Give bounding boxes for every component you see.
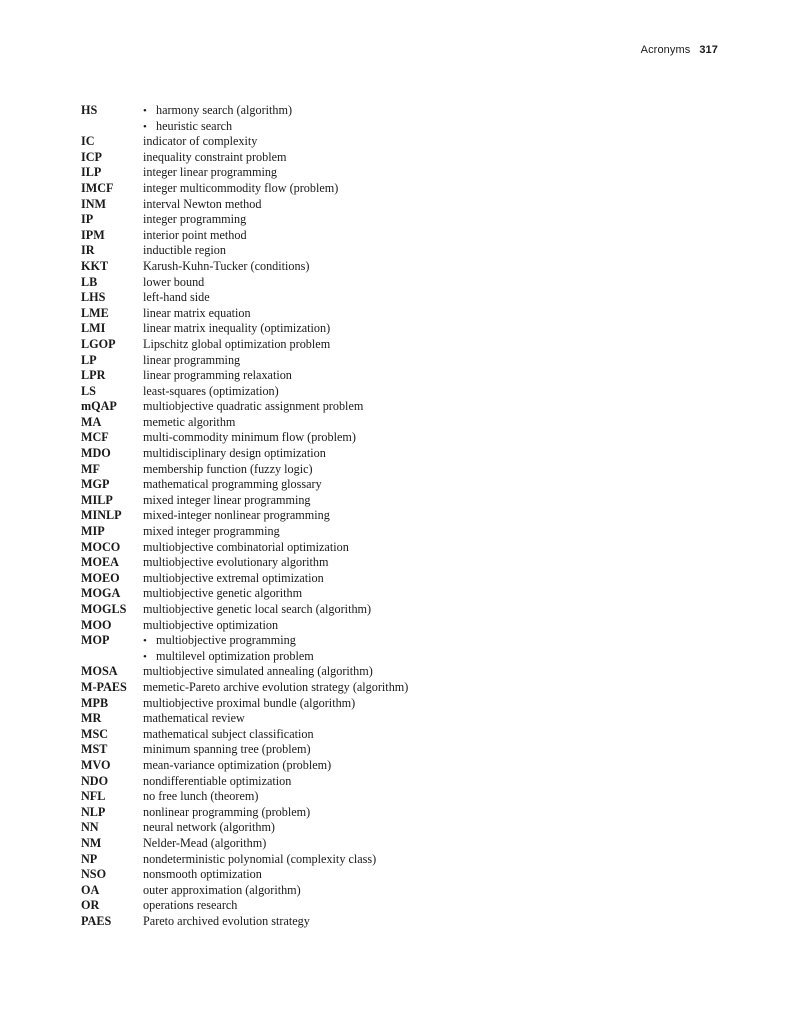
- acronym-term: MPB: [81, 695, 109, 710]
- acronym-entry: [81, 586, 408, 602]
- acronym-definition: linear programming relaxation: [143, 368, 292, 383]
- acronym-entry: [81, 633, 408, 664]
- acronym-definition: indicator of complexity: [143, 134, 258, 149]
- acronym-term: NDO: [81, 773, 109, 788]
- acronym-entry: [81, 415, 408, 431]
- acronym-term: NFL: [81, 789, 106, 804]
- acronym-term: MST: [81, 742, 108, 757]
- acronym-entry: [81, 711, 408, 727]
- acronym-term: MILP: [81, 492, 113, 507]
- acronym-entry: [81, 805, 408, 821]
- acronym-definition: multiobjective genetic local search (algorithm): [143, 602, 372, 616]
- acronym-term: NP: [81, 851, 98, 866]
- acronym-definition: Karush-Kuhn-Tucker (conditions): [143, 258, 310, 273]
- acronym-definition: multi-commodity minimum flow (problem): [143, 430, 356, 445]
- acronym-list: [81, 103, 408, 929]
- acronym-term: MDO: [81, 446, 111, 461]
- acronym-term: MOGLS: [81, 602, 127, 616]
- acronym-term: LGOP: [81, 336, 116, 351]
- acronym-definition: multilevel optimization problem: [156, 648, 314, 663]
- acronym-entry: [81, 618, 408, 634]
- acronym-entry: [81, 306, 408, 322]
- acronym-entry: [81, 103, 408, 134]
- acronym-term: NSO: [81, 867, 107, 882]
- section-title: Acronyms: [640, 44, 691, 56]
- acronym-definition: integer linear programming: [143, 165, 278, 180]
- acronym-entry: [81, 337, 408, 353]
- acronym-entry: [81, 680, 408, 696]
- acronym-definition: no free lunch (theorem): [143, 789, 259, 804]
- acronym-term: IC: [81, 134, 95, 149]
- acronym-definition: outer approximation (algorithm): [143, 882, 301, 897]
- bullet-icon: •: [143, 120, 147, 133]
- acronym-term: MINLP: [81, 508, 122, 523]
- acronym-definition-item: [143, 649, 314, 665]
- acronym-term: MVO: [81, 757, 111, 772]
- acronym-entry: [81, 696, 408, 712]
- acronym-term: OR: [81, 898, 100, 913]
- acronym-definition-item: [143, 633, 314, 649]
- acronym-entry: [81, 727, 408, 743]
- acronym-term: MOEA: [81, 555, 119, 570]
- acronym-entry: [81, 602, 408, 618]
- acronym-definition: memetic algorithm: [143, 414, 236, 429]
- acronym-definition: mixed integer programming: [143, 524, 280, 539]
- acronym-definition: multiobjective quadratic assignment problem: [143, 399, 364, 414]
- acronym-term: ICP: [81, 149, 102, 164]
- acronym-entry: [81, 571, 408, 587]
- acronym-definition: mixed integer linear programming: [143, 492, 311, 507]
- acronym-entry: [81, 789, 408, 805]
- acronym-term: MOCO: [81, 539, 121, 554]
- acronym-definition: Pareto archived evolution strategy: [143, 913, 310, 928]
- acronym-definition: harmony search (algorithm): [156, 103, 293, 117]
- acronym-term: IPM: [81, 227, 105, 242]
- acronym-definition-item: [143, 119, 292, 135]
- acronym-definition: mathematical programming glossary: [143, 477, 322, 492]
- acronym-definition: linear matrix equation: [143, 305, 251, 320]
- acronym-term: MGP: [81, 477, 110, 492]
- acronym-entry: [81, 555, 408, 571]
- acronym-definition-list: [143, 633, 314, 664]
- bullet-icon: •: [143, 650, 147, 663]
- acronym-definition: interval Newton method: [143, 196, 262, 211]
- acronym-term: HS: [81, 103, 98, 117]
- acronym-definition: mathematical subject classification: [143, 726, 314, 741]
- acronym-entry: [81, 852, 408, 868]
- acronym-term: MSC: [81, 726, 109, 741]
- acronym-entry: [81, 212, 408, 228]
- acronym-term: LMI: [81, 321, 106, 336]
- acronym-entry: [81, 774, 408, 790]
- acronym-term: MCF: [81, 430, 109, 445]
- acronym-definition-list: [143, 103, 292, 134]
- acronym-term: NN: [81, 820, 99, 835]
- acronym-definition: linear programming: [143, 352, 241, 367]
- acronym-entry: [81, 290, 408, 306]
- acronym-term: OA: [81, 882, 100, 897]
- acronym-entry: [81, 275, 408, 291]
- acronym-entry: [81, 430, 408, 446]
- acronym-definition: integer programming: [143, 212, 247, 227]
- acronym-entry: [81, 524, 408, 540]
- acronym-definition: operations research: [143, 898, 238, 913]
- page-number: 317: [699, 44, 718, 56]
- bullet-icon: •: [143, 635, 147, 648]
- acronym-term: PAES: [81, 913, 112, 928]
- acronym-definition: multiobjective genetic algorithm: [143, 586, 303, 601]
- acronym-term: M-PAES: [81, 679, 127, 694]
- acronym-entry: [81, 867, 408, 883]
- acronym-definition: mathematical review: [143, 711, 245, 726]
- acronym-term: INM: [81, 196, 107, 211]
- acronym-term: NLP: [81, 804, 106, 819]
- acronym-entry: [81, 898, 408, 914]
- acronym-definition: memetic-Pareto archive evolution strategy (algorithm): [143, 679, 409, 694]
- acronym-definition: heuristic search: [156, 118, 233, 133]
- acronym-term: MA: [81, 414, 102, 429]
- acronym-term: LS: [81, 383, 96, 398]
- acronym-entry: [81, 150, 408, 166]
- acronym-entry: [81, 758, 408, 774]
- acronym-term: LP: [81, 352, 97, 367]
- acronym-entry: [81, 399, 408, 415]
- running-head: [641, 44, 718, 56]
- acronym-definition: minimum spanning tree (problem): [143, 742, 311, 757]
- acronym-entry: [81, 181, 408, 197]
- acronym-definition: multiobjective optimization: [143, 617, 279, 632]
- acronym-definition: nondeterministic polynomial (complexity class): [143, 851, 377, 866]
- acronym-entry: [81, 446, 408, 462]
- acronym-definition: least-squares (optimization): [143, 383, 279, 398]
- acronym-term: IR: [81, 243, 95, 258]
- acronym-definition: inequality constraint problem: [143, 149, 287, 164]
- acronym-term: mQAP: [81, 399, 117, 414]
- acronym-term: LPR: [81, 368, 106, 383]
- acronym-definition: lower bound: [143, 274, 205, 289]
- acronym-entry: [81, 243, 408, 259]
- acronym-entry: [81, 259, 408, 275]
- acronym-definition: mixed-integer nonlinear programming: [143, 508, 330, 523]
- acronym-definition-item: [143, 103, 292, 119]
- acronym-term: IMCF: [81, 180, 114, 195]
- acronym-term: LHS: [81, 290, 106, 305]
- acronym-entry: [81, 228, 408, 244]
- acronym-entry: [81, 914, 408, 930]
- acronym-definition: Lipschitz global optimization problem: [143, 336, 331, 351]
- acronym-term: MIP: [81, 524, 105, 539]
- acronym-entry: [81, 353, 408, 369]
- acronym-definition: neural network (algorithm): [143, 820, 275, 835]
- acronym-entry: [81, 477, 408, 493]
- acronym-term: MR: [81, 711, 102, 726]
- acronym-term: MOP: [81, 633, 110, 648]
- acronym-entry: [81, 462, 408, 478]
- acronym-definition: multidisciplinary design optimization: [143, 446, 326, 461]
- acronym-definition: integer multicommodity flow (problem): [143, 180, 339, 195]
- acronym-entry: [81, 165, 408, 181]
- acronym-definition: multiobjective simulated annealing (algorithm): [143, 664, 373, 679]
- acronym-entry: [81, 508, 408, 524]
- acronym-entry: [81, 820, 408, 836]
- bullet-icon: •: [143, 105, 147, 117]
- acronym-entry: [81, 883, 408, 899]
- acronym-term: MOEO: [81, 570, 120, 585]
- acronym-definition: nonsmooth optimization: [143, 867, 262, 882]
- acronym-term: NM: [81, 835, 102, 850]
- acronym-entry: [81, 134, 408, 150]
- acronym-definition: mean-variance optimization (problem): [143, 757, 332, 772]
- acronym-definition: multiobjective evolutionary algorithm: [143, 555, 329, 570]
- acronym-definition: multiobjective extremal optimization: [143, 570, 324, 585]
- acronym-entry: [81, 493, 408, 509]
- acronym-definition: multiobjective proximal bundle (algorithm): [143, 695, 356, 710]
- acronym-entry: [81, 321, 408, 337]
- acronym-entry: [81, 368, 408, 384]
- acronym-definition: interior point method: [143, 227, 247, 242]
- acronym-definition: inductible region: [143, 243, 226, 258]
- acronym-term: ILP: [81, 165, 102, 180]
- acronym-definition: nondifferentiable optimization: [143, 773, 292, 788]
- acronym-entry: [81, 742, 408, 758]
- acronym-entry: [81, 197, 408, 213]
- acronym-definition: left-hand side: [143, 290, 210, 305]
- acronym-term: IP: [81, 212, 94, 227]
- acronym-term: MOGA: [81, 586, 121, 601]
- acronym-definition: membership function (fuzzy logic): [143, 461, 313, 476]
- acronym-term: KKT: [81, 258, 109, 273]
- acronym-entry: [81, 540, 408, 556]
- acronym-definition: Nelder-Mead (algorithm): [143, 835, 267, 850]
- acronym-definition: linear matrix inequality (optimization): [143, 321, 331, 336]
- acronym-term: MF: [81, 461, 100, 476]
- acronym-term: LME: [81, 305, 109, 320]
- acronym-term: MOO: [81, 617, 112, 632]
- acronym-term: LB: [81, 274, 98, 289]
- acronym-entry: [81, 664, 408, 680]
- acronym-term: MOSA: [81, 664, 118, 679]
- acronym-definition: multiobjective combinatorial optimization: [143, 539, 349, 554]
- acronym-entry: [81, 384, 408, 400]
- acronym-entry: [81, 836, 408, 852]
- acronym-definition: nonlinear programming (problem): [143, 804, 311, 819]
- acronym-definition: multiobjective programming: [156, 633, 296, 648]
